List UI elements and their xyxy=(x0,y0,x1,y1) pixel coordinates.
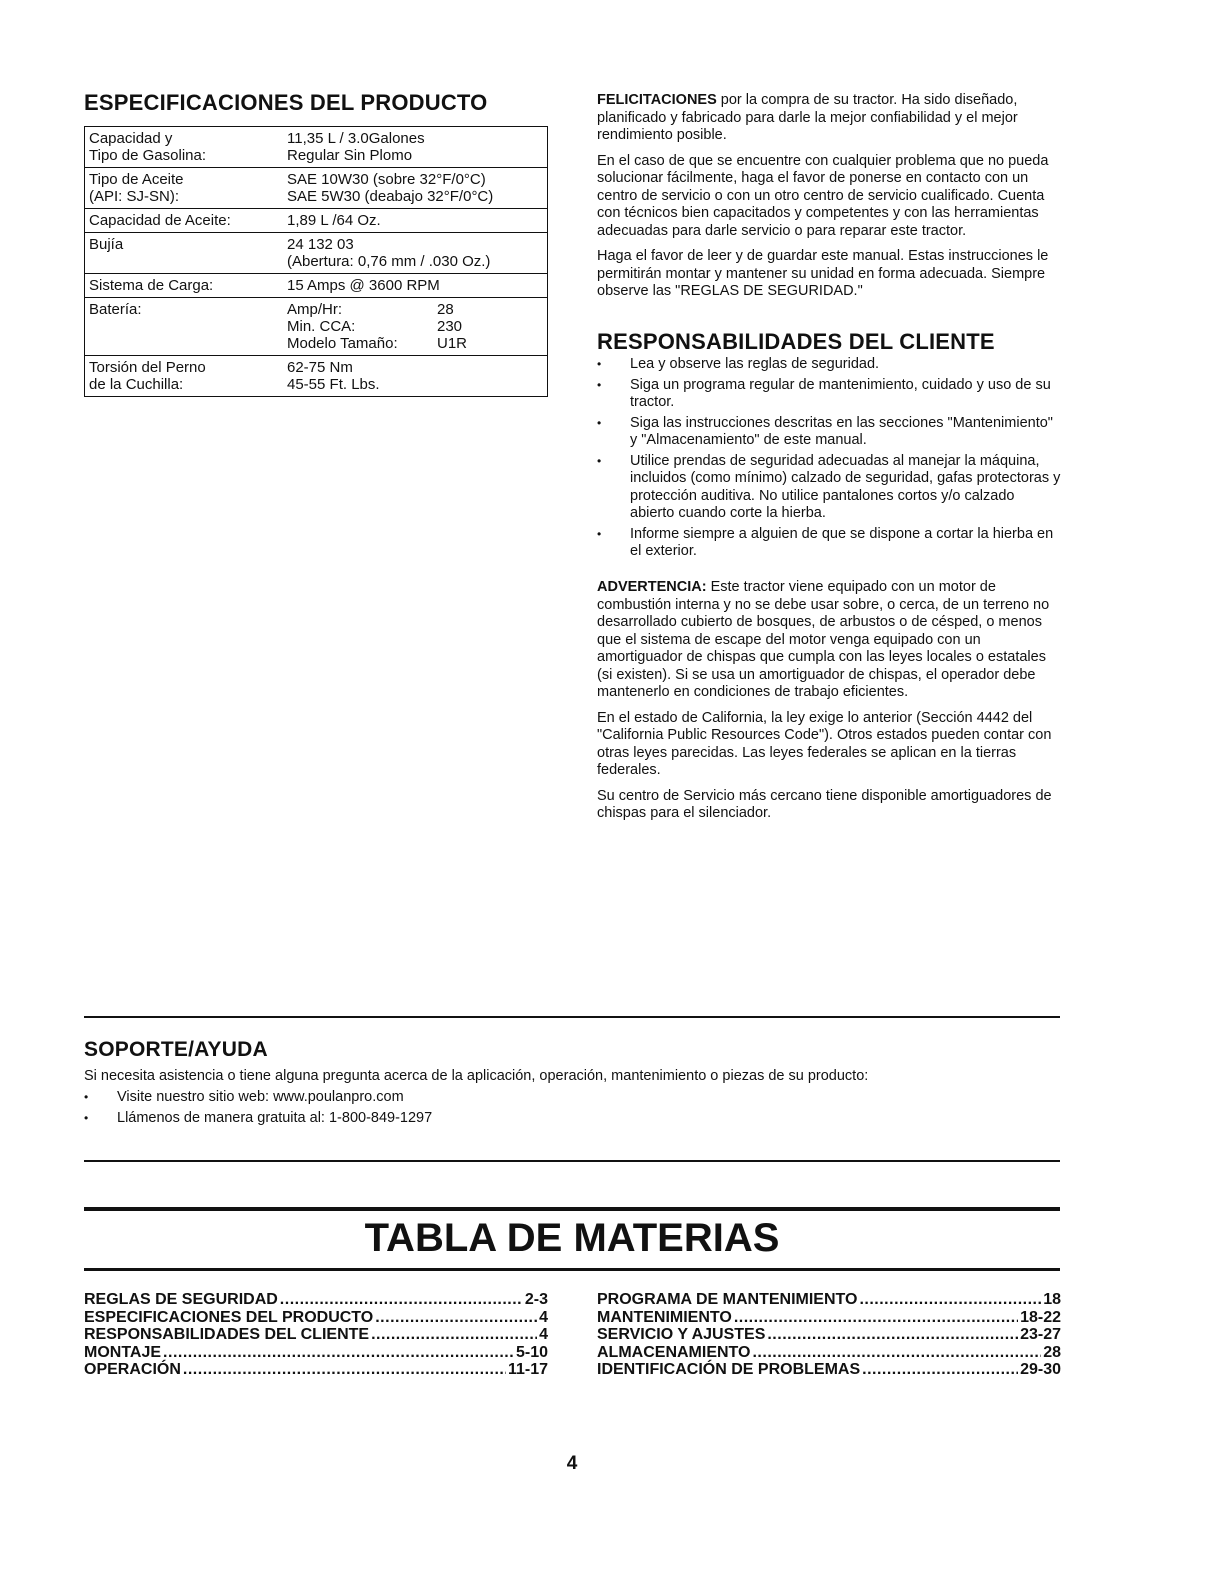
toc-entry[interactable] xyxy=(597,1326,1061,1344)
responsibility-item: • Utilice prendas de seguridad adecuadas al manejar la máquina, incluidos (como mínimo) calzado de seguridad, gafas protectoras y protección auditiva. No utilice pantalones cortos y/o calzado abierto cuando corte la hierba. xyxy=(597,453,1061,523)
warning-label: ADVERTENCIA: xyxy=(597,579,707,595)
toc-leader-dots xyxy=(862,1361,1018,1379)
divider xyxy=(84,1016,1060,1018)
toc-entry[interactable] xyxy=(597,1361,1061,1379)
battery-value: 230 xyxy=(437,318,463,335)
spec-label: Sistema de Carga: xyxy=(89,277,214,294)
toc-entry-title: MANTENIMIENTO xyxy=(597,1308,732,1326)
toc-bottom-rule xyxy=(84,1268,1060,1271)
divider xyxy=(84,1160,1060,1162)
toc-entry-title: ALMACENAMIENTO xyxy=(597,1343,751,1361)
toc-leader-dots xyxy=(752,1344,1041,1362)
toc-entry-page: 18 xyxy=(1043,1291,1061,1308)
spec-row xyxy=(85,274,547,298)
toc-leader-dots xyxy=(183,1361,506,1379)
responsibilities-list xyxy=(597,356,1061,564)
warning-text: Este tractor viene equipado con un motor de combustión interna y no se debe usar sobre, o cerca, de un terreno no desarrollado cubierto de bosques, de arbustos o de césped, o menos que el sistema de escape del motor venga equipado con un amortiguador de chispas que cumpla con las leyes locales o estatales (si existen). Si se usa un amortiguador de chispas, el operador debe mantenerlo en condiciones de trabajo eficientes. xyxy=(597,579,1050,700)
toc-entry-page: 5-10 xyxy=(515,1343,548,1361)
toc-leader-dots xyxy=(859,1291,1041,1309)
toc-right-column xyxy=(597,1291,1061,1379)
toc-leader-dots xyxy=(163,1344,514,1362)
battery-line xyxy=(287,335,543,352)
spec-label: Bujía xyxy=(89,236,124,253)
responsibility-item: • Lea y observe las reglas de seguridad. xyxy=(597,356,1061,374)
toc-entry-page: 23-27 xyxy=(1020,1326,1061,1343)
toc-leader-dots xyxy=(375,1309,537,1327)
toc-left-column xyxy=(84,1291,548,1379)
spec-label: Torsión del Perno de la Cuchilla: xyxy=(89,359,206,393)
warning-section xyxy=(597,579,1061,831)
spec-value: 24 132 03 (Abertura: 0,76 mm / .030 Oz.) xyxy=(287,236,491,270)
battery-value: U1R xyxy=(437,335,468,352)
spec-value xyxy=(287,301,543,352)
toc-entry-page: 28 xyxy=(1043,1343,1061,1361)
toc-leader-dots xyxy=(734,1309,1018,1327)
toc-entry-title: ESPECIFICACIONES DEL PRODUCTO xyxy=(84,1308,374,1326)
spec-row xyxy=(85,356,547,396)
battery-key: Min. CCA: xyxy=(287,318,356,335)
battery-line xyxy=(287,301,543,318)
battery-key: Modelo Tamaño: xyxy=(287,335,398,352)
toc-entry-title: MONTAJE xyxy=(84,1343,162,1361)
toc-entry-title: REGLAS DE SEGURIDAD xyxy=(84,1291,278,1308)
support-title: SOPORTE/AYUDA xyxy=(84,1038,268,1061)
responsibility-item: • Informe siempre a alguien de que se dispone a cortar la hierba en el exterior. xyxy=(597,526,1061,561)
spec-label: Tipo de Aceite (API: SJ-SN): xyxy=(89,171,184,205)
toc-entry-title: PROGRAMA DE MANTENIMIENTO xyxy=(597,1291,858,1308)
spec-value: SAE 10W30 (sobre 32°F/0°C) SAE 5W30 (deabajo 32°F/0°C) xyxy=(287,171,494,205)
spark-arrester-paragraph: Su centro de Servicio más cercano tiene disponible amortiguadores de chispas para el silenciador. xyxy=(597,787,1052,821)
page-number: 4 xyxy=(566,1453,578,1474)
toc-entry-page: 11-17 xyxy=(507,1361,548,1378)
toc-entry-page: 18-22 xyxy=(1020,1308,1061,1326)
toc-entry[interactable] xyxy=(597,1309,1061,1327)
toc-leader-dots xyxy=(280,1291,523,1309)
support-list xyxy=(84,1089,984,1130)
toc-entry-title: OPERACIÓN xyxy=(84,1361,181,1378)
spec-row xyxy=(85,298,547,356)
toc-entry-title: SERVICIO Y AJUSTES xyxy=(597,1326,766,1343)
spec-value: 11,35 L / 3.0Galones Regular Sin Plomo xyxy=(287,130,425,164)
toc-title: TABLA DE MATERIAS xyxy=(364,1216,780,1260)
toc-entry-title: IDENTIFICACIÓN DE PROBLEMAS xyxy=(597,1361,861,1378)
spec-row xyxy=(85,168,547,209)
spec-label: Batería: xyxy=(89,301,142,318)
intro-section xyxy=(597,92,1061,309)
spec-row xyxy=(85,127,547,168)
toc-entry[interactable] xyxy=(84,1361,548,1379)
responsibility-item: • Siga un programa regular de mantenimiento, cuidado y uso de su tractor. xyxy=(597,377,1061,412)
support-item: • Visite nuestro sitio web: www.poulanpro.com xyxy=(84,1089,984,1107)
toc-entry[interactable] xyxy=(597,1344,1061,1362)
toc-leader-dots xyxy=(371,1326,537,1344)
spec-value: 15 Amps @ 3600 RPM xyxy=(287,277,440,294)
support-item: • Llámenos de manera gratuita al: 1-800-849-1297 xyxy=(84,1110,984,1128)
intro-paragraph-2: En el caso de que se encuentre con cualquier problema que no pueda solucionar fácilmente, haga el favor de ponerse en contacto con un centro de servicio o con un otro centro de servicio cualificado. Cuenta con técnicos bien capacitados y competentes y con las herramientas adecuadas para darle servicio o para reparar este tractor. xyxy=(597,152,1049,239)
spec-row xyxy=(85,209,547,233)
responsibility-item: • Siga las instrucciones descritas en las secciones "Mantenimiento" y "Almacenamiento" de este manual. xyxy=(597,415,1061,450)
toc-entry[interactable] xyxy=(84,1309,548,1327)
congrats-bold: FELICITACIONES xyxy=(597,92,717,108)
battery-value: 28 xyxy=(437,301,454,318)
specs-title: ESPECIFICACIONES DEL PRODUCTO xyxy=(84,90,488,115)
spec-label: Capacidad de Aceite: xyxy=(89,212,231,229)
toc-entry-page: 2-3 xyxy=(524,1291,548,1308)
california-paragraph: En el estado de California, la ley exige lo anterior (Sección 4442 del "California Public Resources Code"). Otros estados pueden contar con otras leyes parecidas. Las leyes federales se aplican en la tierras federales. xyxy=(597,709,1052,778)
warning-paragraph xyxy=(597,579,1061,702)
toc-entry[interactable] xyxy=(84,1326,548,1344)
toc-top-rule xyxy=(84,1207,1060,1211)
toc-entry[interactable] xyxy=(84,1344,548,1362)
toc-entry[interactable] xyxy=(597,1291,1061,1309)
toc-entry[interactable] xyxy=(84,1291,548,1309)
intro-paragraph-3: Haga el favor de leer y de guardar este manual. Estas instrucciones le permitirán montar y mantener su unidad en forma adecuada. Siempre observe las "REGLAS DE SEGURIDAD." xyxy=(597,248,1049,299)
spec-row xyxy=(85,233,547,274)
toc-entry-page: 29-30 xyxy=(1020,1361,1061,1378)
specs-table xyxy=(84,126,548,397)
toc-leader-dots xyxy=(767,1326,1018,1344)
support-intro: Si necesita asistencia o tiene alguna pregunta acerca de la aplicación, operación, mantenimiento o piezas de su producto: xyxy=(84,1068,869,1084)
spec-value: 62-75 Nm 45-55 Ft. Lbs. xyxy=(287,359,380,393)
toc-entry-page: 4 xyxy=(539,1326,548,1343)
toc-entry-page: 4 xyxy=(539,1308,548,1326)
spec-label: Capacidad y Tipo de Gasolina: xyxy=(89,130,207,164)
congrats-text: por la compra de su tractor. Ha sido diseñado, planificado y fabricado para darle la mejor confiabilidad y el mejor rendimiento posible. xyxy=(597,92,1018,143)
battery-line xyxy=(287,318,543,335)
battery-key: Amp/Hr: xyxy=(287,301,343,318)
toc-entry-title: RESPONSABILIDADES DEL CLIENTE xyxy=(84,1326,370,1343)
congrats-paragraph xyxy=(597,92,1061,145)
spec-value: 1,89 L /64 Oz. xyxy=(287,212,381,229)
responsibilities-title: RESPONSABILIDADES DEL CLIENTE xyxy=(597,329,995,354)
